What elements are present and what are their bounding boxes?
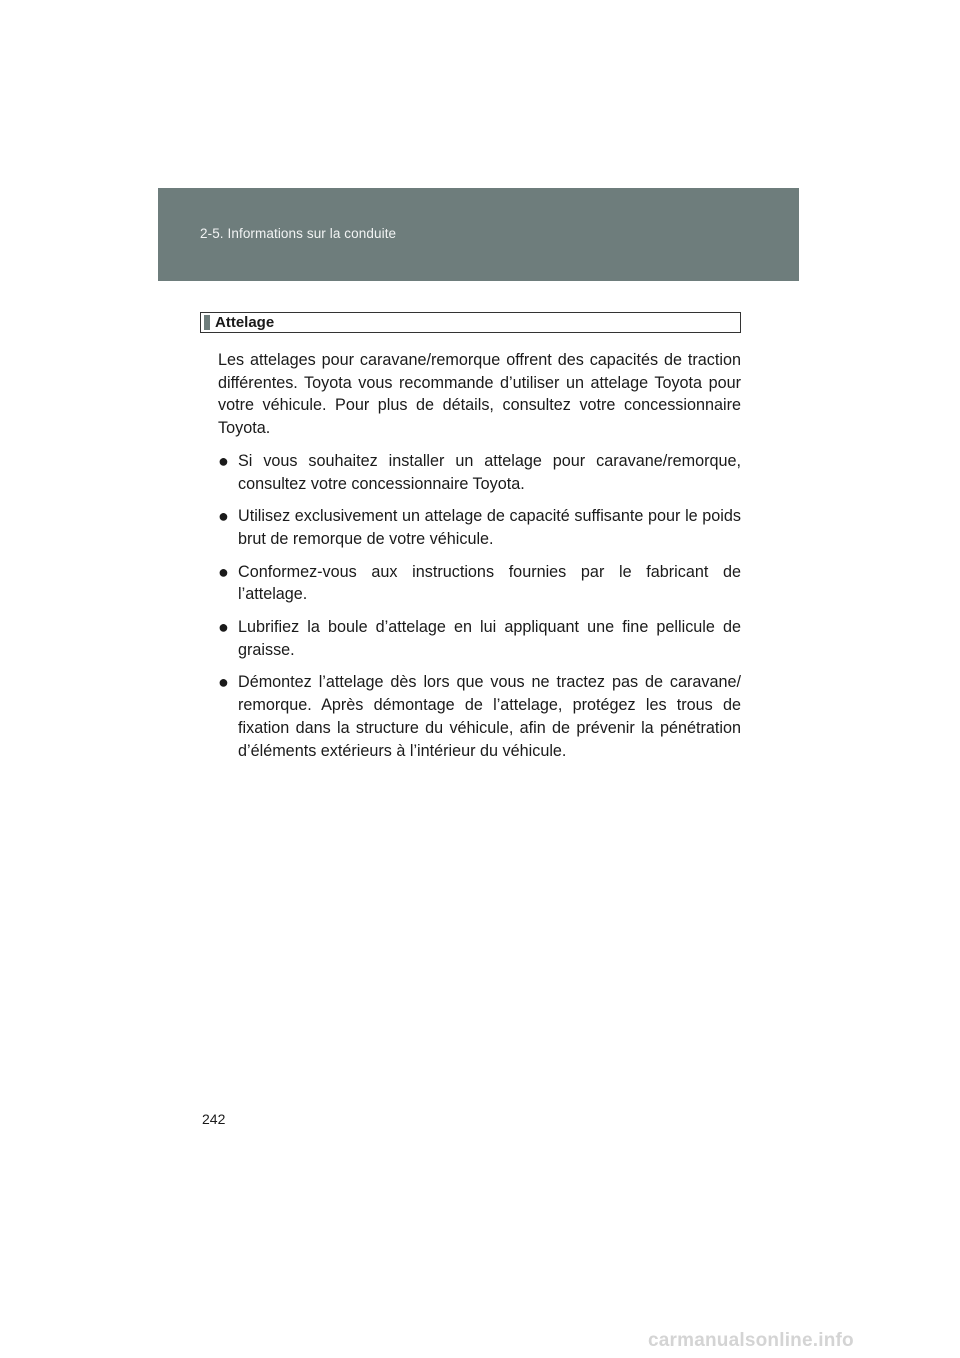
bullet-circle-icon: ● — [218, 506, 229, 527]
chapter-header-band — [158, 188, 799, 281]
list-item — [218, 671, 741, 762]
bullet-text: Si vous souhaitez installer un attelage pour caravane/remorque, consultez votre concessionnaire Toyota. — [238, 451, 741, 493]
bullet-text: Démontez l’attelage dès lors que vous ne tractez pas de caravane/ remorque. Après démontage de l’attelage, protégez les trous de fixation dans la structure du véhicule, afin de prévenir la pénétration d’éléments extérieurs à l’intérieur du véhicule. — [238, 673, 741, 760]
bullet-circle-icon: ● — [218, 672, 229, 693]
site-watermark: carmanualsonline.info — [648, 1330, 854, 1351]
section-heading: Attelage — [200, 312, 741, 333]
intro-paragraph: Les attelages pour caravane/remorque offrent des capacités de traction différentes. Toyota vous recommande d’utiliser un attelage Toyota pour votre véhicule. Pour plus de détails, consultez votre concessionnaire Toyota. — [218, 351, 741, 438]
page-number: 242 — [202, 1111, 226, 1127]
bullet-text: Utilisez exclusivement un attelage de capacité suffisante pour le poids brut de remorque de votre véhicule. — [238, 507, 741, 548]
list-item — [218, 561, 741, 606]
bullet-text: Conformez-vous aux instructions fournies par le fabricant de l’attelage. — [238, 562, 741, 604]
list-item — [218, 505, 741, 550]
chapter-section-title: 2-5. Informations sur la conduite — [200, 226, 397, 241]
list-item — [218, 616, 741, 661]
bullet-text: Lubrifiez la boule d’attelage en lui appliquant une fine pellicule de graisse. — [238, 618, 741, 659]
bullet-circle-icon: ● — [218, 450, 229, 471]
list-item — [218, 450, 741, 495]
bullet-circle-icon: ● — [218, 617, 229, 638]
page-content — [200, 312, 741, 772]
bullet-circle-icon: ● — [218, 561, 229, 582]
bullet-list — [218, 450, 741, 762]
